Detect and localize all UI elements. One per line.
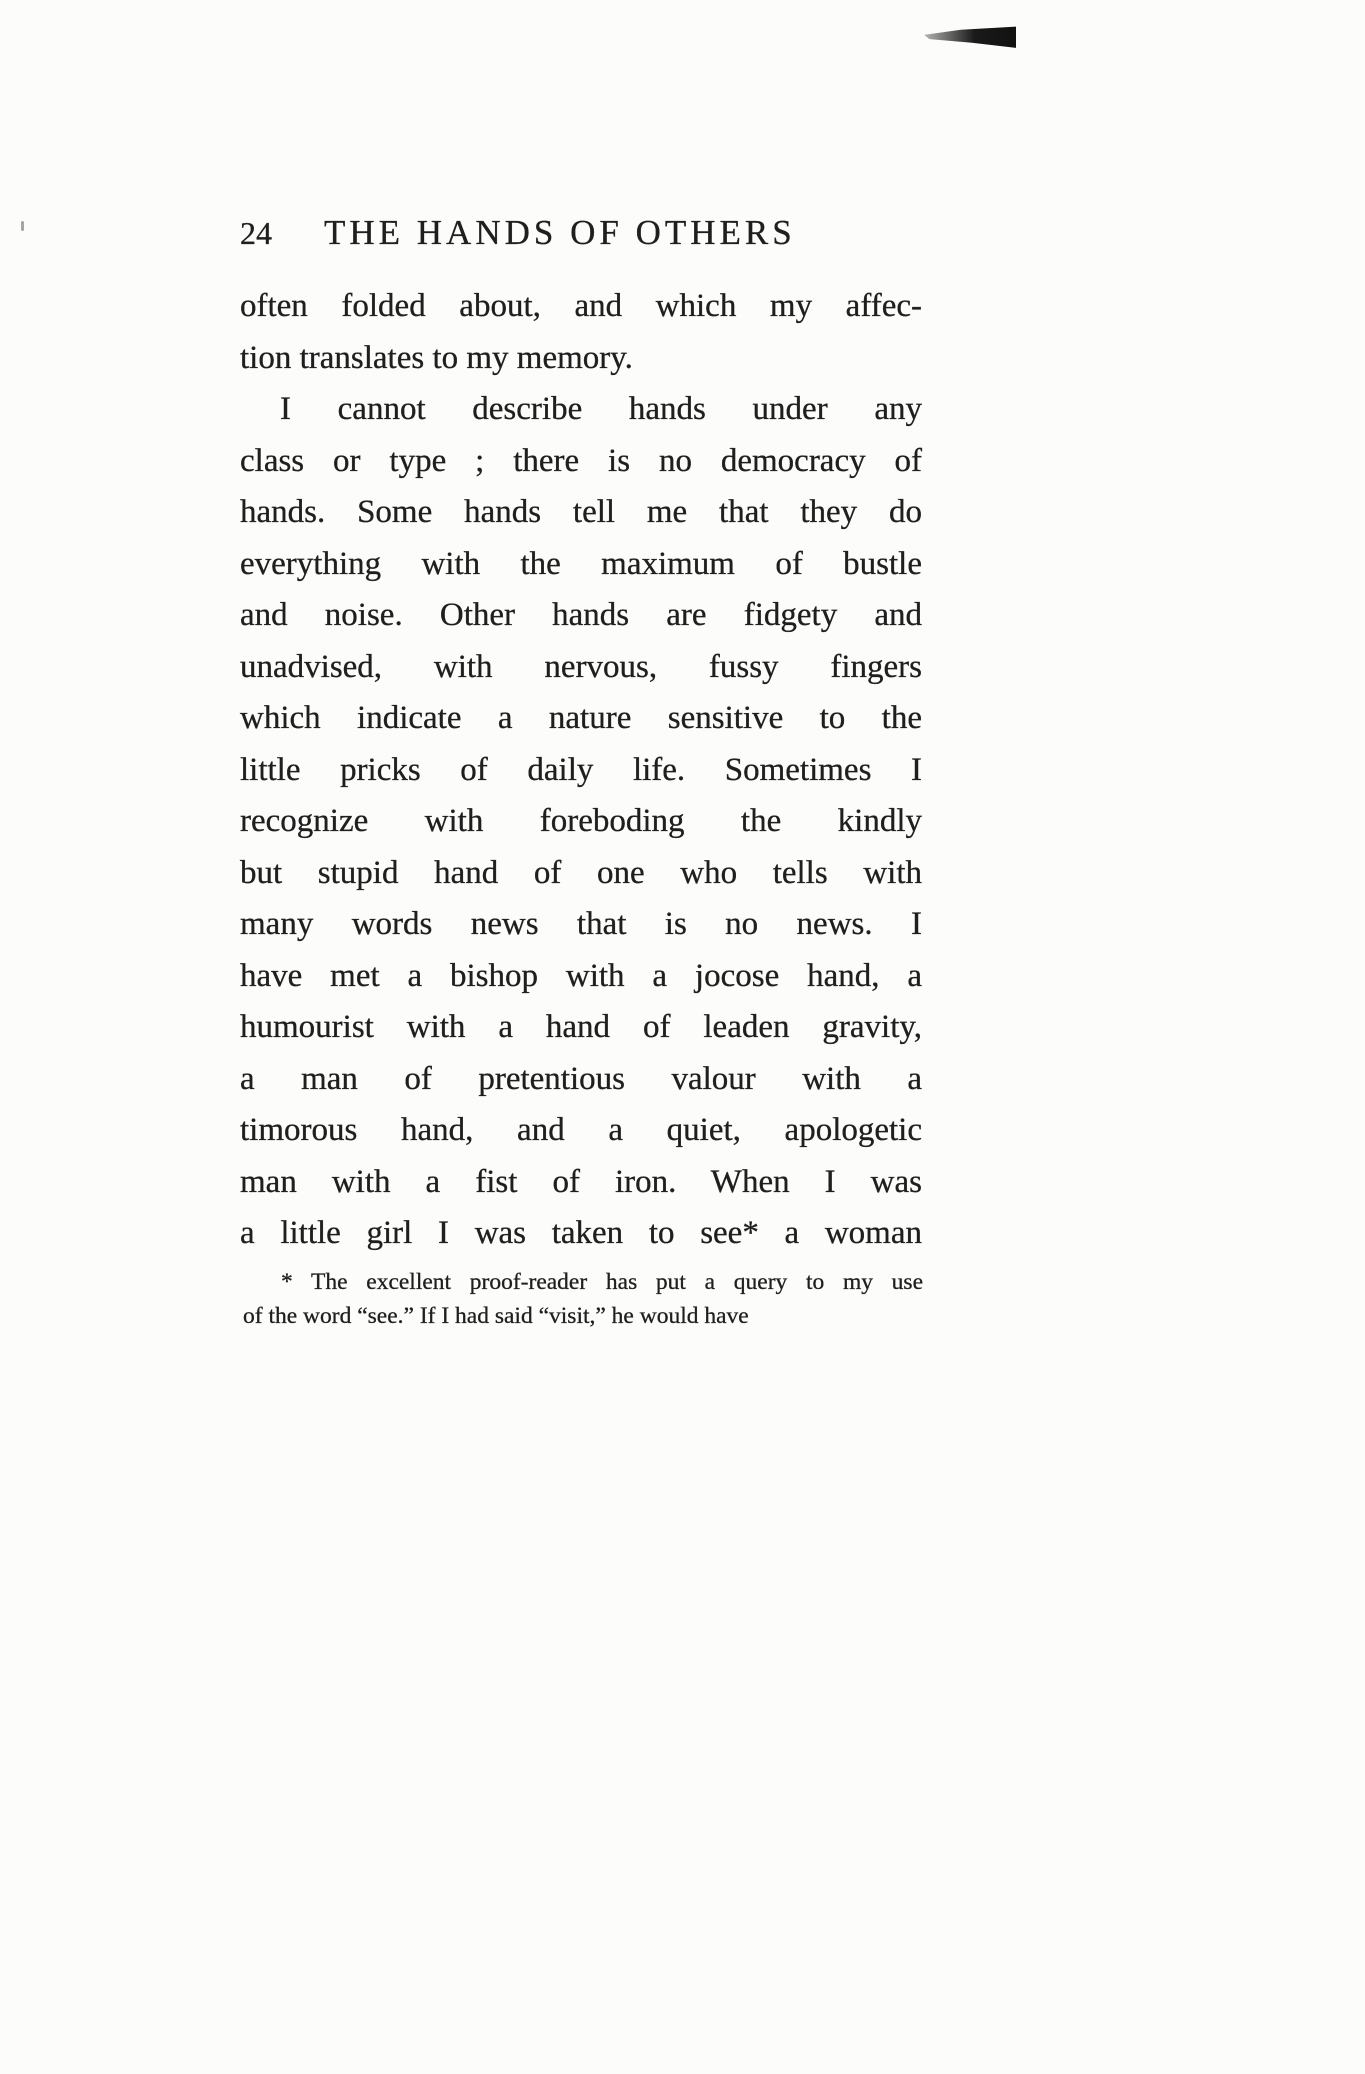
body-line: class or type ; there is no democracy of	[240, 442, 922, 479]
running-header	[240, 213, 922, 253]
body-line: unadvised, with nervous, fussy fingers	[240, 648, 922, 685]
body-line: timorous hand, and a quiet, apologetic	[240, 1112, 922, 1148]
body-line: little pricks of daily life. Sometimes I	[240, 751, 922, 788]
body-line: but stupid hand of one who tells with	[240, 854, 922, 891]
footnote-line: of the word “see.” If I had said “visit,” he would have	[243, 1302, 749, 1329]
body-line: many words news that is no news. I	[240, 906, 922, 942]
scan-artifact	[924, 24, 1016, 50]
page-header-title: THE HANDS OF OTHERS	[324, 213, 796, 252]
body-line: everything with the maximum of bustle	[240, 545, 922, 582]
body-line: I cannot describe hands under any	[280, 391, 922, 427]
body-line: have met a bishop with a jocose hand, a	[240, 957, 922, 994]
body-line: tion translates to my memory.	[240, 339, 633, 376]
scan-speck	[21, 221, 24, 231]
footnote-line: * The excellent proof-reader has put a query to my use	[281, 1269, 923, 1295]
body-line: a little girl I was taken to see* a woman	[240, 1215, 922, 1251]
body-line: which indicate a nature sensitive to the	[240, 700, 922, 736]
body-line: humourist with a hand of leaden gravity,	[240, 1009, 922, 1045]
body-line: recognize with foreboding the kindly	[240, 803, 922, 839]
body-line: often folded about, and which my affec-	[240, 288, 922, 324]
body-line: a man of pretentious valour with a	[240, 1060, 922, 1097]
body-line: and noise. Other hands are fidgety and	[240, 597, 922, 633]
body-line: hands. Some hands tell me that they do	[240, 494, 922, 530]
body-text	[240, 281, 922, 1260]
footnote	[243, 1266, 923, 1333]
body-line: man with a fist of iron. When I was	[240, 1163, 922, 1200]
page-number: 24	[240, 215, 272, 251]
